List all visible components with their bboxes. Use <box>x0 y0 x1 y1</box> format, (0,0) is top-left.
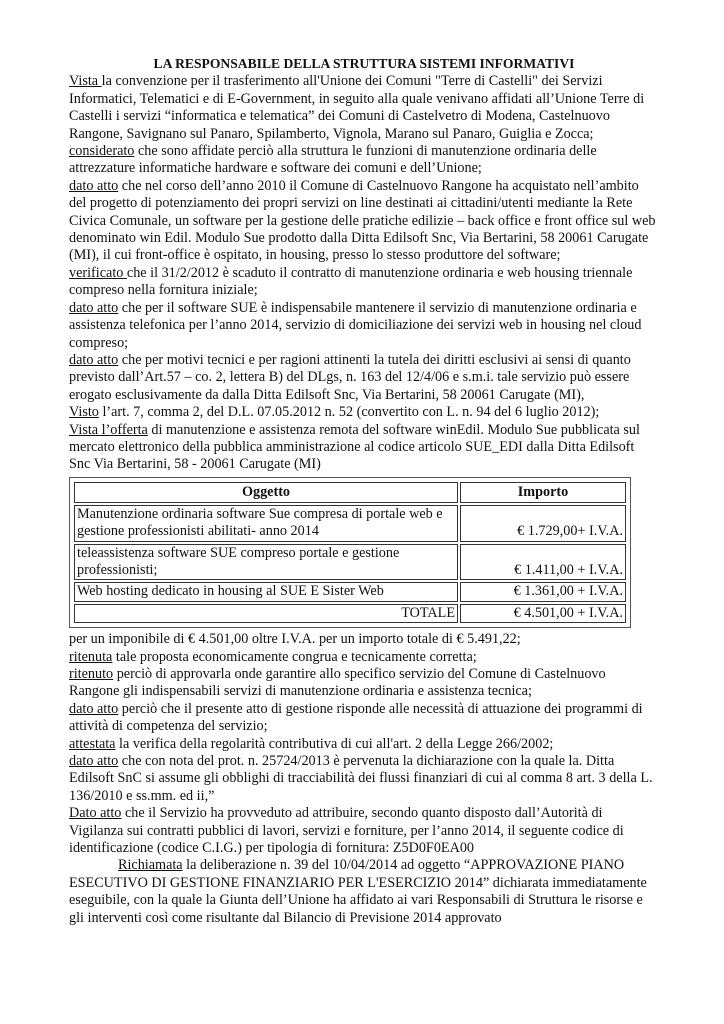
paragraph-keyword: dato atto <box>69 299 119 316</box>
paragraph-keyword: attestata <box>69 735 116 752</box>
paragraph-keyword: dato atto <box>69 351 119 368</box>
paragraph <box>69 178 659 265</box>
paragraph <box>69 404 659 421</box>
paragraph-text: che per il software SUE è indispensabile mantenere il servizio di manutenzione ordinaria e assistenza telefonica per l’anno 2014, servizio di domiciliazione dei servizi web in housing nel cloud compreso; <box>69 299 642 351</box>
paragraph-text: che con nota del prot. n. 25724/2013 è pervenuta la dichiarazione con la quale la. Ditta Edilsoft SnC si assume gli obblighi di tracciabilità dei flussi finanziari di cui al comma 8 art. 3 della L. 136/2010 e ss.mm. ed ii,” <box>69 753 653 804</box>
paragraph <box>69 352 659 404</box>
row-description: Manutenzione ordinaria software Sue compresa di portale web e gestione professionisti abilitati- anno 2014 <box>74 505 458 542</box>
paragraph-text: perciò che il presente atto di gestione risponde alle necessità di attuazione dei programmi di attività di competenza del servizio; <box>69 700 643 735</box>
paragraph-keyword: considerato <box>69 143 135 160</box>
table-row <box>74 582 626 601</box>
document-page <box>69 55 659 927</box>
paragraph <box>69 300 659 352</box>
paragraph-text: che il 31/2/2012 è scaduto il contratto di manutenzione ordinaria e web housing triennale compreso nella fornitura iniziale; <box>69 264 633 299</box>
table-row <box>74 505 626 542</box>
paragraph <box>69 73 659 143</box>
paragraph-text: tale proposta economicamente congrua e tecnicamente corretta; <box>112 648 477 665</box>
table-header-row <box>74 482 626 503</box>
total-amount: € 4.501,00 + I.V.A. <box>460 604 626 623</box>
paragraph <box>69 701 659 736</box>
document-title: LA RESPONSABILE DELLA STRUTTURA SISTEMI INFORMATIVI <box>153 56 575 71</box>
paragraph <box>69 666 659 701</box>
paragraph <box>69 736 659 753</box>
paragraph-text: che per motivi tecnici e per ragioni attinenti la tutela dei diritti esclusivi ai sensi di quanto previsto dall’Art.57 – co. 2, lettera B) del DLgs, n. 163 del 12/4/06 e s.m.i. tale servizio può essere erogato esclusivamente da dalla Ditta Edilsoft Snc, Via Bertarini, 58 20061 Carugate (MI), <box>69 351 631 403</box>
row-amount: € 1.411,00 + I.V.A. <box>460 544 626 581</box>
paragraph-keyword: verificato <box>69 264 127 281</box>
paragraph <box>69 649 659 666</box>
paragraph-keyword: Dato atto <box>69 805 122 822</box>
paragraph-text: perciò di approvarla onde garantire allo specifico servizio del Comune di Castelnuovo Rangone gli indispensabili servizi di manutenzione ordinaria e assistenza tecnica; <box>69 666 606 700</box>
row-description: Web hosting dedicato in housing al SUE E Sister Web <box>74 582 458 601</box>
paragraph-text: la convenzione per il trasferimento all'Unione dei Comuni "Terre di Castelli" dei Servizi Informatici, Telematici e di E-Government, in seguito alla quale venivano affidati all’Unione Terre di Castelli i servizi “informatica e telematica” dei Comuni di Castelvetro di Modena, Castelnuovo Rangone, Savignano sul Panaro, Spilamberto, Vignola, Marano sul Panaro, Guiglia e Zocca; <box>69 73 645 142</box>
price-table <box>72 480 628 625</box>
paragraph <box>69 265 659 300</box>
paragraph-keyword: ritenuta <box>69 648 113 665</box>
paragraph-text: l’art. 7, comma 2, del D.L. 07.05.2012 n. 52 (convertito con L. n. 94 del 6 luglio 2012); <box>98 404 600 421</box>
paragraph-keyword: dato atto <box>69 753 119 770</box>
paragraph-text: che il Servizio ha provveduto ad attribuire, secondo quanto disposto dall’Autorità di Vigilanza sui contratti pubblici di lavori, servizi e forniture, per l’anno 2014, il seguente codice di identificazione (codice C.I.G.) per tipologia di fornitura: Z5D0F0EA00 <box>69 805 624 857</box>
paragraph-keyword: Richiamata <box>118 857 183 874</box>
preamble-top <box>69 73 659 473</box>
paragraph-keyword: Visto <box>69 404 99 421</box>
row-amount: € 1.729,00+ I.V.A. <box>460 505 626 542</box>
paragraph <box>69 143 659 178</box>
row-amount: € 1.361,00 + I.V.A. <box>460 582 626 601</box>
paragraph <box>69 753 659 805</box>
paragraph-keyword: dato atto <box>69 700 119 717</box>
paragraph-keyword: Vista <box>69 73 102 90</box>
paragraph-keyword: Vista l’offerta <box>69 421 148 438</box>
header-oggetto: Oggetto <box>74 482 458 503</box>
row-description: teleassistenza software SUE compreso portale e gestione professionisti; <box>74 544 458 581</box>
paragraph-text: che sono affidate perciò alla struttura le funzioni di manutenzione ordinaria delle attrezzature informatiche hardware e software dei comuni e dell’Unione; <box>69 143 597 177</box>
price-table-frame <box>69 477 631 628</box>
paragraph-text: la deliberazione n. 39 del 10/04/2014 ad oggetto “APPROVAZIONE PIANO ESECUTIVO DI GESTIONE FINANZIARIO PER L'ESERCIZIO 2014” dichiarata immediatamente eseguibile, con la quale la Giunta dell’Unione ha affidato ai vari Responsabili di Struttura le risorse e gli interventi così come risultante dal Bilancio di Previsione 2014 approvato <box>69 857 647 926</box>
preamble-bottom <box>69 631 659 927</box>
paragraph <box>69 631 659 648</box>
paragraph-text: di manutenzione e assistenza remota del software winEdil. Modulo Sue pubblicata sul mercato elettronico della pubblica amministrazione al codice articolo SUE_EDI dalla Ditta Edilsoft Snc Via Bertarini, 58 - 20061 Carugate (MI) <box>69 421 640 473</box>
paragraph <box>69 857 659 927</box>
paragraph-keyword: ritenuto <box>69 666 114 682</box>
paragraph <box>69 805 659 857</box>
paragraph-keyword: dato atto <box>69 177 119 194</box>
paragraph-text: che nel corso dell’anno 2010 il Comune di Castelnuovo Rangone ha acquistato nell’ambito del progetto di potenziamento dei propri servizi on line destinati ai cittadini/utenti mediante la Rete Civica Comunale, un software per la gestione delle pratiche edilizie – back office e front office sul web denominato win Edil. Modulo Sue prodotto dalla Ditta Edilsoft Snc, Via Bertarini, 58 20061 Carugate (MI), il cui front-office è ospitato, in housing, presso lo stesso produttore del software; <box>69 177 656 264</box>
paragraph-text: la verifica della regolarità contributiva di cui all'art. 2 della Legge 266/2002; <box>115 735 554 752</box>
header-importo: Importo <box>460 482 626 503</box>
table-row <box>74 544 626 581</box>
paragraph-text: per un imponibile di € 4.501,00 oltre I.V.A. per un importo totale di € 5.491,22; <box>69 631 521 648</box>
table-total-row <box>74 604 626 623</box>
paragraph <box>69 422 659 474</box>
total-label: TOTALE <box>74 604 458 623</box>
